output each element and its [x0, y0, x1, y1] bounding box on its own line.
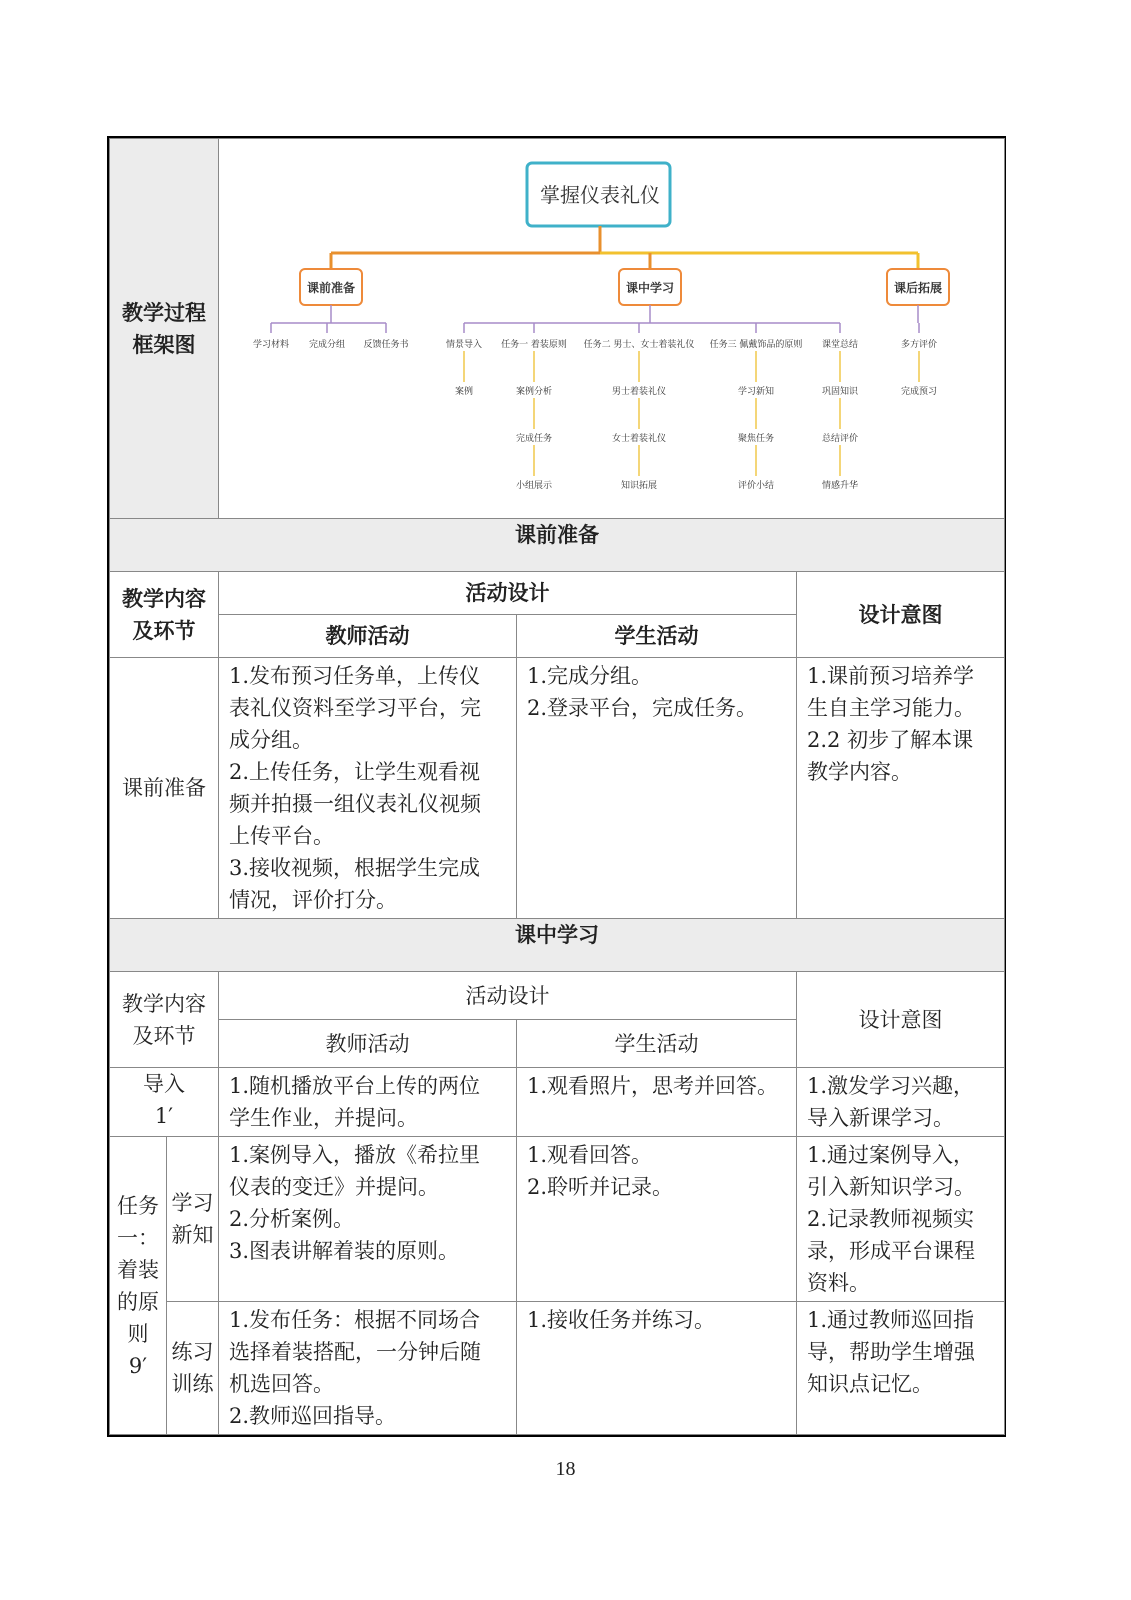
sub-leaf-node-label: 聚焦任务 [737, 434, 775, 444]
teacher-activity: 1.发布任务：根据不同场合 选择着装搭配，一分钟后随 机选回答。 2.教师巡回指导。 [219, 1302, 517, 1435]
section-title-in-class: 课中学习 [110, 919, 1005, 972]
lesson-plan-table [107, 136, 1006, 1437]
sub-leaf-node-label: 总结评价 [821, 434, 859, 444]
sub-leaf-node-label: 女士着装礼仪 [611, 434, 667, 444]
header-content: 教学内容 及环节 [110, 972, 219, 1068]
sub-leaf-node-label: 评价小结 [737, 481, 775, 491]
substage-learn-new: 学习 新知 [167, 1137, 219, 1302]
header-intent: 设计意图 [797, 572, 1005, 658]
header-teacher: 教师活动 [219, 1020, 517, 1068]
sub-leaf-node-label: 巩固知识 [821, 387, 859, 397]
header-activity: 活动设计 [219, 572, 797, 615]
stage-task1: 任务 一： 着装 的原 则 9′ [110, 1137, 167, 1435]
section-title-pre-class: 课前准备 [110, 519, 1005, 572]
leaf-node-label: 任务二 男士、女士着装礼仪 [583, 340, 695, 350]
leaf-node-label: 课堂总结 [821, 340, 859, 350]
framework-label: 教学过程 框架图 [110, 139, 219, 519]
framework-diagram-cell [219, 139, 1005, 519]
design-intent: 1.通过案例导入， 引入新知识学习。 2.记录教师视频实 录，形成平台课程 资料。 [797, 1137, 1005, 1302]
leaf-node-label: 学习材料 [252, 340, 290, 350]
sub-leaf-node-label: 完成预习 [900, 387, 938, 397]
leaf-node-label: 反馈任务书 [363, 340, 409, 350]
page-number: 18 [555, 1458, 576, 1480]
leaf-node-label: 完成分组 [308, 340, 346, 350]
header-activity: 活动设计 [219, 972, 797, 1020]
header-student: 学生活动 [517, 615, 797, 658]
framework-diagram [219, 139, 1005, 517]
design-intent: 1.激发学习兴趣， 导入新课学习。 [797, 1068, 1005, 1137]
sub-leaf-node-label: 完成任务 [515, 434, 553, 444]
leaf-node-label: 任务一 着装原则 [501, 340, 567, 350]
leaf-node-label: 多方评价 [900, 340, 938, 350]
substage-practice: 练习 训练 [167, 1302, 219, 1435]
sub-leaf-node-label: 案例分析 [515, 387, 553, 397]
teacher-activity: 1.发布预习任务单，上传仪 表礼仪资料至学习平台，完 成分组。 2.上传任务，让学生观看视 频并拍摄一组仪表礼仪视频 上传平台。 3.接收视频，根据学生完成 情况，评价打分。 [219, 658, 517, 919]
stage-pre-class: 课前准备 [110, 658, 219, 919]
branch-node-label: 课中学习 [625, 281, 675, 295]
student-activity: 1.接收任务并练习。 [517, 1302, 797, 1435]
branch-node-label: 课前准备 [306, 281, 356, 295]
sub-leaf-node-label: 小组展示 [515, 481, 553, 491]
student-activity: 1.观看照片，思考并回答。 [517, 1068, 797, 1137]
stage-intro: 导入 1′ [110, 1068, 219, 1137]
design-intent: 1.通过教师巡回指 导，帮助学生增强 知识点记忆。 [797, 1302, 1005, 1435]
sub-leaf-node-label: 学习新知 [737, 387, 775, 397]
leaf-node-label: 任务三 佩戴饰品的原则 [709, 340, 803, 350]
teacher-activity: 1.案例导入，播放《希拉里 仪表的变迁》并提问。 2.分析案例。 3.图表讲解着装的原则。 [219, 1137, 517, 1302]
sub-leaf-node-label: 男士着装礼仪 [611, 387, 667, 397]
header-student: 学生活动 [517, 1020, 797, 1068]
sub-leaf-node-label: 情感升华 [821, 481, 859, 491]
leaf-node-label: 情景导入 [445, 340, 483, 350]
student-activity: 1.完成分组。 2.登录平台，完成任务。 [517, 658, 797, 919]
sub-leaf-node-label: 案例 [454, 387, 474, 397]
header-intent: 设计意图 [797, 972, 1005, 1068]
header-teacher: 教师活动 [219, 615, 517, 658]
design-intent: 1.课前预习培养学 生自主学习能力。 2.2 初步了解本课 教学内容。 [797, 658, 1005, 919]
root-node-label: 掌握仪表礼仪 [540, 183, 660, 207]
header-content: 教学内容 及环节 [110, 572, 219, 658]
branch-node-label: 课后拓展 [893, 281, 943, 295]
student-activity: 1.观看回答。 2.聆听并记录。 [517, 1137, 797, 1302]
sub-leaf-node-label: 知识拓展 [620, 481, 658, 491]
teacher-activity: 1.随机播放平台上传的两位 学生作业，并提问。 [219, 1068, 517, 1137]
